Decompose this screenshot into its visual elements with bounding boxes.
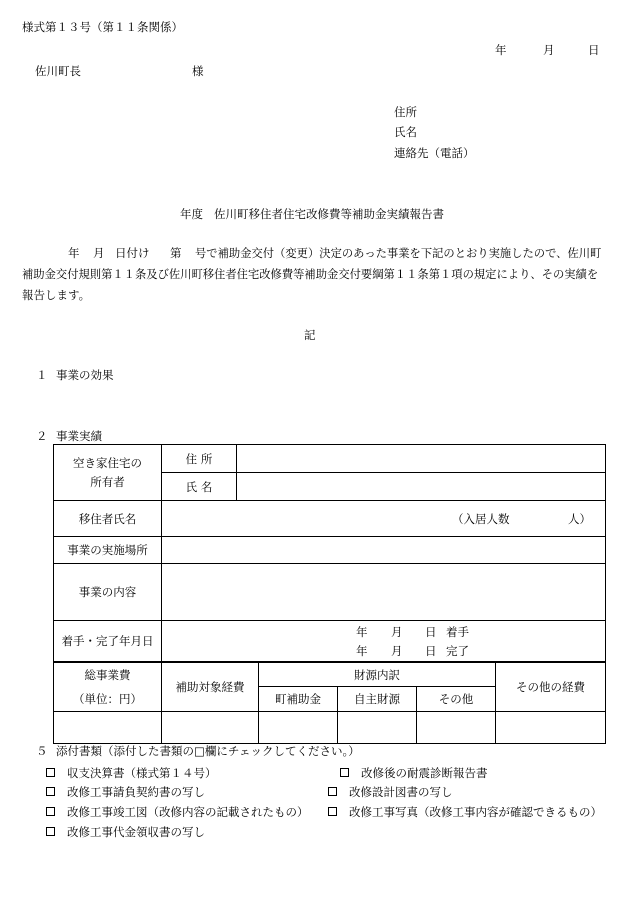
body-year: 年	[68, 246, 80, 260]
applicant-address-label: 住所	[394, 105, 417, 119]
results-table	[53, 444, 606, 662]
honorific: 様	[192, 64, 204, 78]
section1-number: １	[36, 368, 48, 382]
total-cost-field[interactable]	[54, 712, 162, 744]
ki-label: 記	[304, 328, 316, 342]
end-day: 日	[425, 644, 437, 658]
checkbox-icon[interactable]	[46, 787, 55, 796]
owner-address-field[interactable]	[237, 445, 606, 473]
section2-number: ２	[36, 429, 48, 443]
attachment-item[interactable]	[46, 784, 205, 800]
attachment-item[interactable]	[328, 804, 602, 820]
start-day: 日	[425, 625, 437, 639]
date-month-label: 月	[543, 43, 555, 57]
own-funds-label: 自主財源	[338, 687, 417, 712]
other-costs-label: その他の経費	[496, 662, 606, 712]
other-costs-field[interactable]	[496, 712, 606, 744]
section2-label: 事業実績	[56, 429, 102, 443]
attachment-label: 改修設計図書の写し	[349, 785, 453, 799]
section5-number: ５	[36, 744, 48, 758]
attachment-item[interactable]	[46, 824, 205, 840]
attachment-item[interactable]	[46, 804, 309, 820]
content-label: 事業の内容	[54, 564, 162, 621]
migrant-name-field[interactable]	[162, 501, 606, 537]
end-word: 完了	[446, 644, 469, 658]
body-month: 月	[93, 246, 105, 260]
dates-field[interactable]	[162, 621, 606, 662]
date-day-label: 日	[588, 43, 600, 57]
attachment-label: 改修工事代金領収書の写し	[67, 825, 205, 839]
residents-prefix: （入居人数	[452, 512, 510, 526]
checkbox-icon[interactable]	[328, 787, 337, 796]
addressee: 佐川町長	[35, 64, 81, 78]
unit-label: （単位：円）	[73, 692, 142, 706]
other-funds-label: その他	[417, 687, 496, 712]
body-day: 日付け	[115, 246, 150, 260]
town-subsidy-field[interactable]	[259, 712, 338, 744]
body-line1: 号で補助金交付（変更）決定のあった事業を下記のとおり実施したので、佐川町	[195, 247, 602, 260]
subsidy-target-field[interactable]	[162, 712, 259, 744]
place-field[interactable]	[162, 537, 606, 564]
end-month: 月	[391, 644, 403, 658]
checkbox-icon[interactable]	[46, 807, 55, 816]
body-no: 第	[170, 246, 182, 260]
end-year: 年	[356, 644, 368, 658]
subsidy-target-label: 補助対象経費	[162, 662, 259, 712]
town-subsidy-label: 町補助金	[259, 687, 338, 712]
checkbox-icon[interactable]	[328, 807, 337, 816]
residents-suffix: 人）	[568, 512, 591, 526]
attachment-label: 改修工事竣工図（改修内容の記載されたもの）	[67, 805, 309, 819]
own-funds-field[interactable]	[338, 712, 417, 744]
checkbox-icon[interactable]	[46, 768, 55, 777]
attachment-label: 収支決算書（様式第１４号）	[67, 766, 217, 780]
form-number: 様式第１３号（第１１条関係）	[22, 20, 183, 34]
section5-label: 添付書類（添付した書類の□欄にチェックしてください。）	[56, 744, 360, 758]
other-funds-field[interactable]	[417, 712, 496, 744]
cost-table	[53, 661, 606, 744]
owner-name-label: 氏 名	[162, 473, 237, 501]
applicant-contact-label: 連絡先（電話）	[394, 146, 475, 160]
body-line2: 補助金交付規則第１１条及び佐川町移住者住宅改修費等補助金交付要綱第１１条第１項の規定により、その実績を	[22, 268, 599, 281]
title-year-label: 年度	[180, 207, 203, 221]
page-title: 佐川町移住者住宅改修費等補助金実績報告書	[214, 207, 444, 221]
attachment-label: 改修後の耐震診断報告書	[361, 766, 488, 780]
owner-label	[54, 445, 162, 501]
start-word: 着手	[446, 625, 469, 639]
attachment-item[interactable]	[46, 765, 217, 781]
section1-label: 事業の効果	[56, 368, 114, 382]
migrant-name-label: 移住者氏名	[54, 501, 162, 537]
checkbox-icon[interactable]	[46, 827, 55, 836]
total-cost-label: 総事業費	[84, 668, 131, 682]
start-year: 年	[356, 625, 368, 639]
applicant-name-label: 氏名	[394, 125, 417, 139]
dates-label: 着手・完了年月日	[54, 621, 162, 662]
date-year-label: 年	[495, 43, 507, 57]
checkbox-icon[interactable]	[340, 768, 349, 777]
place-label: 事業の実施場所	[54, 537, 162, 564]
body-line3: 報告します。	[22, 288, 91, 302]
funding-breakdown-label: 財源内訳	[259, 662, 496, 687]
attachment-item[interactable]	[328, 784, 453, 800]
owner-name-field[interactable]	[237, 473, 606, 501]
attachment-item[interactable]	[340, 765, 488, 781]
content-field[interactable]	[162, 564, 606, 621]
start-month: 月	[391, 625, 403, 639]
attachment-label: 改修工事請負契約書の写し	[67, 785, 205, 799]
total-cost-header	[54, 662, 162, 712]
attachment-label: 改修工事写真（改修工事内容が確認できるもの）	[349, 805, 602, 819]
owner-address-label: 住 所	[162, 445, 237, 473]
owner-label-text: 空き家住宅の所有者	[73, 455, 142, 489]
